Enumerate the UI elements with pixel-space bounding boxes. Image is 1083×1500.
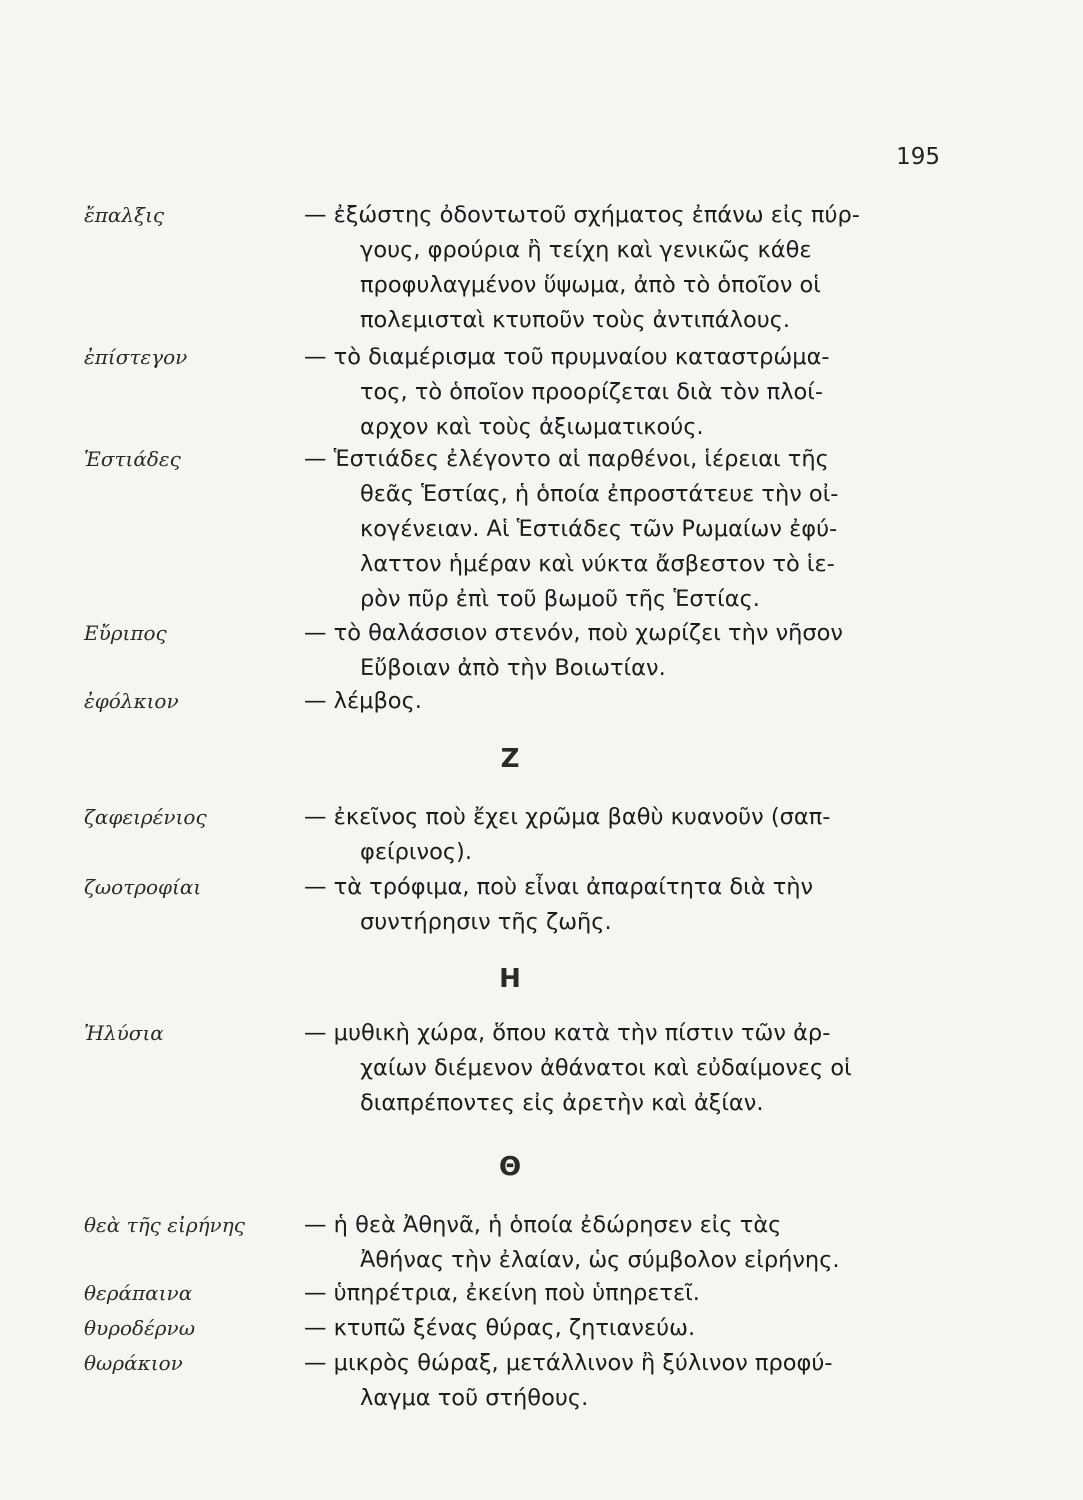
entry-term: ἐπίστεγον [84,345,188,369]
entry-definition [304,442,934,617]
entry-term: Ἑστιάδες [84,447,181,471]
entry-definition [304,616,934,686]
definition-line: — ὑπηρέτρια, ἐκείνη ποὺ ὑπηρετεῖ. [304,1280,700,1306]
definition-line: — ἐκεῖνος ποὺ ἔχει χρῶμα βαθὺ κυανοῦν (σαπ- [304,804,831,830]
entry-definition [304,1346,934,1416]
entry-definition [304,1276,934,1311]
entry-definition [304,870,934,940]
definition-line: — τὰ τρόφιμα, ποὺ εἶναι ἀπαραίτητα διὰ τὴν [304,874,814,900]
definition-line: — κτυπῶ ξένας θύρας, ζητιανεύω. [304,1315,696,1341]
definition-line: λαττον ἡμέραν καὶ νύκτα ἄσβεστον τὸ ἱε- [360,551,835,577]
definition-line: προφυλαγμένον ὕψωμα, ἀπὸ τὸ ὁποῖον οἱ [360,272,821,298]
section-letter: H [499,964,521,994]
definition-line: — τὸ διαμέρισμα τοῦ πρυμναίου καταστρώμα- [304,344,830,370]
entry-term: θεὰ τῆς εἰρήνης [84,1213,245,1237]
definition-line: Ἀθήνας τὴν ἐλαίαν, ὡς σύμβολον εἰρήνης. [360,1247,840,1273]
definition-line: συντήρησιν τῆς ζωῆς. [360,909,612,935]
entry-term: ζωοτροφίαι [84,875,202,899]
section-letter: Θ [498,1152,522,1182]
definition-line: πολεμισταὶ κτυποῦν τοὺς ἀντιπάλους. [360,307,791,333]
definition-line: — τὸ θαλάσσιον στενόν, ποὺ χωρίζει τὴν νῆσον [304,620,843,646]
definition-line: κογένειαν. Αἱ Ἑστιάδες τῶν Ρωμαίων ἐφύ- [360,516,838,542]
definition-line: αρχον καὶ τοὺς ἀξιωματικούς. [360,414,704,440]
entry-term: ἐφόλκιον [84,689,179,713]
definition-line: Εὔβοιαν ἀπὸ τὴν Βοιωτίαν. [360,655,666,681]
entry-definition [304,1208,934,1278]
definition-line: — μικρὸς θώραξ, μετάλλινον ἢ ξύλινον προφύ- [304,1350,833,1376]
definition-line: θεᾶς Ἑστίας, ἡ ὁποία ἐπροστάτευε τὴν οἰ- [360,481,839,507]
definition-line: διαπρέποντες εἰς ἀρετὴν καὶ ἀξίαν. [360,1090,764,1116]
entry-term: Εὔριπος [84,621,167,645]
definition-line: χαίων διέμενον ἀθάνατοι καὶ εὐδαίμονες οἱ [360,1055,852,1081]
definition-line: — ἐξώστης ὀδοντωτοῦ σχήματος ἐπάνω εἰς πύρ- [304,202,860,228]
entry-definition [304,800,934,870]
entry-term: θεράπαινα [84,1281,193,1305]
entry-term: θυροδέρνω [84,1316,195,1340]
entry-definition [304,198,934,338]
definition-line: — ἡ θεὰ Ἀθηνᾶ, ἡ ὁποία ἐδώρησεν εἰς τὰς [304,1212,782,1238]
entry-term: ἔπαλξις [84,203,165,227]
entry-term: ζαφειρένιος [84,805,207,829]
entry-definition [304,684,934,719]
entry-term: θωράκιον [84,1351,183,1375]
definition-line: λαγμα τοῦ στήθους. [360,1385,589,1411]
entry-definition [304,340,934,445]
definition-line: γους, φρούρια ἢ τείχη καὶ γενικῶς κάθε [360,237,812,263]
entry-term: Ἠλύσια [84,1021,164,1045]
section-letter: Z [500,744,520,774]
definition-line: ρὸν πῦρ ἐπὶ τοῦ βωμοῦ τῆς Ἑστίας. [360,586,760,612]
definition-line: — μυθικὴ χώρα, ὅπου κατὰ τὴν πίστιν τῶν ἀρ- [304,1020,831,1046]
definition-line: — Ἑστιάδες ἐλέγοντο αἱ παρθένοι, ἱέρειαι τῆς [304,446,829,472]
entry-definition [304,1311,934,1346]
page-number: 195 [896,144,940,170]
definition-line: — λέμβος. [304,688,422,714]
definition-line: φείρινος). [360,839,472,865]
entry-definition [304,1016,934,1121]
definition-line: τος, τὸ ὁποῖον προορίζεται διὰ τὸν πλοί- [360,379,824,405]
